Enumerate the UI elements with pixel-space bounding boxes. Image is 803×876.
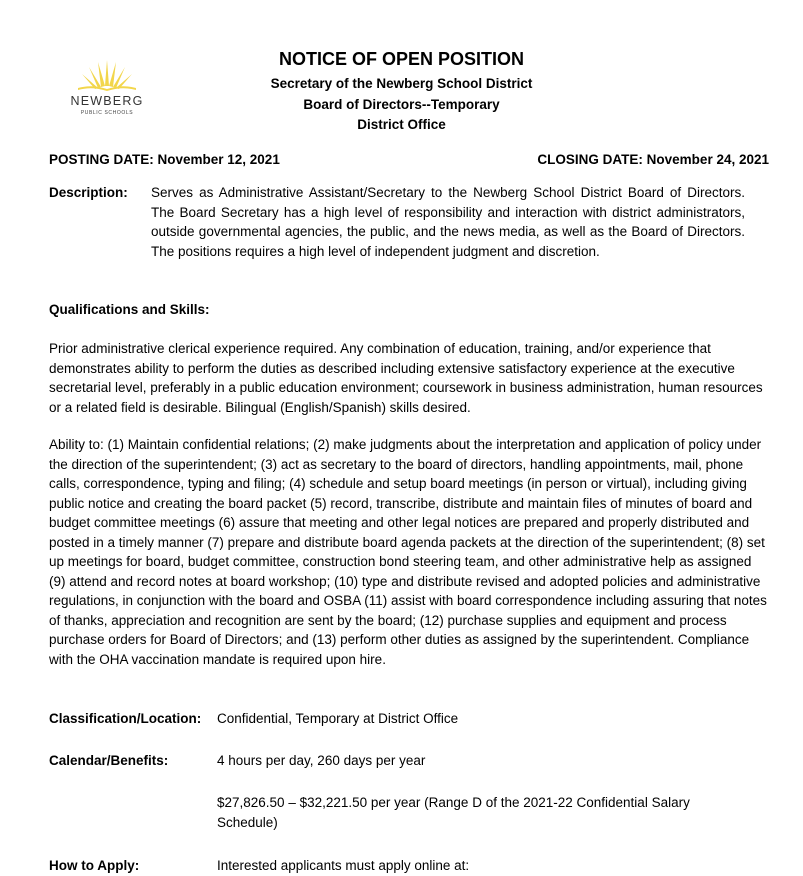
apply-label: How to Apply: (49, 858, 140, 873)
posting-date: POSTING DATE: November 12, 2021 (49, 152, 280, 167)
calendar-value: 4 hours per day, 260 days per year (217, 753, 426, 768)
logo-wordmark: NEWBERG (70, 94, 144, 108)
description-label: Description: (49, 185, 128, 200)
qualifications-paragraph-2: Ability to: (1) Maintain confidential relations; (2) make judgments about the interpretation and application of policy under the direction of the superintendent; (3) act as secretary to the board of directors, handling appointments, mail, phone calls, correspondence, typing and filing; (4) schedule and setup board meetings (in person or virtual), including giving public notice and creating the board packet (5) record, transcribe, distribute and maintain files of minutes of board and budget committee meetings (6) assure that meeting and other legal notices are prepared and properly distributed and posted in a timely manner (7) prepare and distribute board agenda packets at the direction of the superintendent; (8) set up meetings for board, budget committee, construction bond steering team, and other administrative help as assigned (9) attend and record notes at board workshop; (10) type and distribute revised and adopted policies and administrative regulations, in conjunction with the board and OSBA (11) assist with board correspondence including assuring that notes of thanks, appreciation and recognition are sent by the board; (12) purchase supplies and equipment and process purchase orders for Board of Directors; and (13) perform other duties as assigned by the superintendent. Compliance with the OHA vaccination mandate is required upon hire. (49, 437, 767, 667)
salary-text: $27,826.50 – $32,221.50 per year (Range D of the 2021-22 Confidential Salary Schedule) (217, 795, 690, 830)
classification-label: Classification/Location: (49, 711, 202, 726)
logo-subtitle: PUBLIC SCHOOLS (80, 110, 134, 116)
apply-value: Interested applicants must apply online at: (217, 858, 470, 873)
page-title: NOTICE OF OPEN POSITION (278, 49, 525, 69)
closing-date: CLOSING DATE: November 24, 2021 (537, 152, 769, 167)
qualifications-paragraph-1: Prior administrative clerical experience required. Any combination of education, training, and/or experience that demonstrates ability to perform the duties as described including extensive satisfactory experience at the executive secretarial level, preferably in a public education environment; coursework in business administration, human resources or a related field is desirable. Bilingual (English/Spanish) skills desired. (49, 341, 763, 415)
position-title: Secretary of the Newberg School District (270, 76, 533, 91)
description-text: Serves as Administrative Assistant/Secretary to the Newberg School District Board of Directors. The Board Secretary has a high level of responsibility and interaction with district administrators, outside governmental agencies, the public, and the news media, as well as the Board of Directors. The positions requires a high level of independent judgment and discretion. (151, 185, 745, 259)
qualifications-heading: Qualifications and Skills: (49, 302, 210, 317)
calendar-label: Calendar/Benefits: (49, 753, 169, 768)
position-subtitle: Board of Directors--Temporary (303, 97, 500, 112)
classification-value: Confidential, Temporary at District Office (217, 711, 459, 726)
position-location: District Office (357, 117, 446, 132)
